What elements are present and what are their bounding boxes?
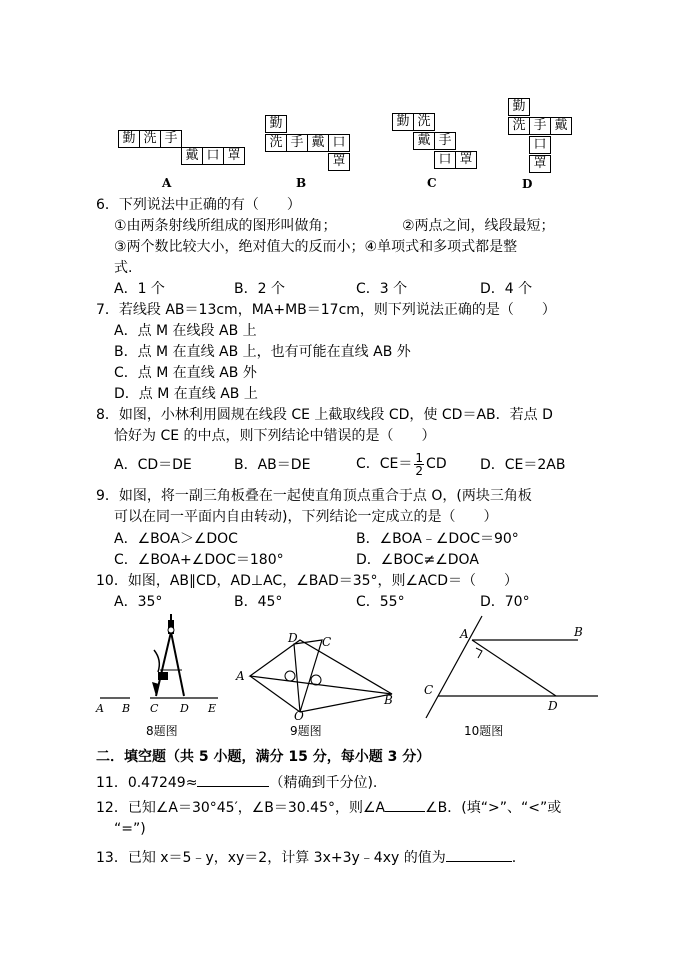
figure-10: [420, 612, 620, 722]
q7-option-a[interactable]: A．点 M 在线段 AB 上: [114, 323, 257, 339]
net-cell: 手: [286, 134, 308, 152]
fig9-point-a: A: [236, 669, 245, 683]
q6-statement-1: ①由两条射线所组成的图形叫做角；: [114, 218, 337, 234]
net-cell: 戴: [550, 117, 572, 135]
net-cell: 勤: [265, 115, 287, 133]
net-label-a: A: [162, 176, 172, 190]
net-cell: 勤: [392, 113, 414, 131]
q8-option-d[interactable]: D．CE＝2AB: [480, 457, 566, 473]
net-cell: 勤: [508, 98, 530, 116]
q6-option-a[interactable]: A．1 个: [114, 281, 165, 297]
net-cell: 口: [529, 136, 551, 154]
q9-option-d[interactable]: D．∠BOC≠∠DOA: [356, 552, 479, 568]
figure-8: [92, 610, 232, 720]
q10-option-a[interactable]: A．35°: [114, 594, 163, 610]
fig10-caption: 10题图: [464, 724, 504, 738]
fraction-numerator: 1: [415, 450, 424, 465]
net-cell: 洗: [265, 134, 287, 152]
net-b: [265, 115, 365, 175]
q13: [96, 847, 516, 867]
net-cell: 洗: [413, 113, 435, 131]
net-cell: 洗: [508, 117, 530, 135]
net-d: [508, 98, 578, 178]
net-cell: 戴: [307, 134, 329, 152]
net-cell: 洗: [139, 130, 161, 148]
fig10-point-b: B: [574, 625, 583, 639]
q9-stem-line2: 可以在同一平面内自由转动)，下列结论一定成立的是（ ）: [114, 509, 498, 525]
q8-option-a[interactable]: A．CD＝DE: [114, 457, 192, 473]
fig9-point-d: D: [288, 631, 298, 645]
net-cell: 口: [328, 134, 350, 152]
net-cell: 口: [202, 147, 224, 165]
section-2-title: 二．填空题（共 5 小题，满分 15 分，每小题 3 分）: [96, 749, 431, 765]
q10-option-b[interactable]: B．45°: [234, 594, 283, 610]
net-cell: 手: [529, 117, 551, 135]
q6-statement-cont: 式.: [114, 260, 133, 276]
q10-stem: 10．如图，AB∥CD，AD⊥AC，∠BAD＝35°，则∠ACD＝（ ）: [96, 573, 518, 589]
net-cell: 罩: [328, 153, 350, 171]
q12-answer-blank[interactable]: [385, 797, 425, 812]
q6-statement-3-4: ③两个数比较大小，绝对值大的反而小；④单项式和多项式都是整: [114, 239, 518, 255]
q7-stem: 7．若线段 AB＝13cm，MA+MB＝17cm，则下列说法正确的是（ ）: [96, 302, 556, 318]
net-cell: 口: [434, 151, 456, 169]
fig9-point-c: C: [322, 635, 332, 649]
q11: [96, 772, 377, 792]
q6-statement-2: ②两点之间，线段最短；: [402, 218, 555, 234]
net-cell: 手: [434, 132, 456, 150]
q11-pre: 11．0.47249≈: [96, 775, 198, 791]
q6-option-d[interactable]: D．4 个: [480, 281, 533, 297]
fig8-point-c: C: [150, 702, 159, 715]
figure-9: [232, 630, 402, 720]
fig8-caption: 8题图: [146, 724, 178, 738]
q12-line2: “=”): [114, 821, 146, 837]
q13-post: .: [511, 850, 517, 866]
q13-pre: 13．已知 x＝5﹣y，xy＝2，计算 3x+3y﹣4xy 的值为: [96, 850, 446, 866]
q8-option-b[interactable]: B．AB＝DE: [234, 457, 311, 473]
net-cell: 罩: [455, 151, 477, 169]
fraction-denominator: 2: [415, 463, 424, 478]
q9-option-b[interactable]: B．∠BOA﹣∠DOC＝90°: [356, 531, 519, 547]
net-label-d: D: [522, 177, 533, 191]
q9-option-c[interactable]: C．∠BOA+∠DOC＝180°: [114, 552, 284, 568]
fig8-point-b: B: [122, 702, 131, 715]
q8-option-c-pre: C．CE＝: [356, 456, 413, 472]
net-cell: 罩: [223, 147, 245, 165]
q7-option-d[interactable]: D．点 M 在直线 AB 上: [114, 386, 258, 402]
net-label-c: C: [427, 176, 437, 190]
fig8-point-d: D: [180, 702, 189, 715]
q6-option-c[interactable]: C．3 个: [356, 281, 408, 297]
q9-stem-line1: 9．如图，将一副三角板叠在一起使直角顶点重合于点 O，(两块三角板: [96, 488, 532, 504]
fig10-point-d: D: [548, 699, 558, 713]
net-a: [118, 130, 241, 180]
net-cell: 戴: [413, 132, 435, 150]
q11-answer-blank[interactable]: [197, 772, 269, 787]
fig9-point-o: O: [294, 709, 304, 720]
q6-stem: 6．下列说法中正确的有（ ）: [96, 197, 301, 213]
fig9-point-b: B: [384, 693, 393, 707]
q12-pre: 12．已知∠A＝30°45′，∠B＝30.45°，则∠A: [96, 800, 386, 816]
q6-option-b[interactable]: B．2 个: [234, 281, 285, 297]
q7-option-c[interactable]: C．点 M 在直线 AB 外: [114, 365, 257, 381]
q12-post: ∠B．(填“>”、“<”或: [425, 800, 562, 816]
fig10-point-a: A: [460, 627, 469, 641]
fraction: [414, 452, 424, 477]
net-cell: 罩: [529, 155, 551, 173]
q12: [96, 797, 561, 817]
q8-option-c[interactable]: [356, 449, 447, 479]
q7-option-b[interactable]: B．点 M 在直线 AB 上，也有可能在直线 AB 外: [114, 344, 411, 360]
fig8-point-a: A: [96, 702, 104, 715]
q11-post: （精确到千分位).: [269, 775, 378, 791]
fig8-point-e: E: [208, 702, 217, 715]
q8-option-c-post: CD: [426, 456, 447, 472]
net-label-b: B: [296, 176, 307, 190]
q13-answer-blank[interactable]: [446, 847, 512, 862]
net-cell: 手: [160, 130, 182, 148]
q8-stem-line2: 恰好为 CE 的中点，则下列结论中错误的是（ ）: [114, 428, 436, 444]
net-cell: 戴: [181, 147, 203, 165]
q10-option-c[interactable]: C．55°: [356, 594, 405, 610]
q8-stem-line1: 8．如图，小林利用圆规在线段 CE 上截取线段 CD，使 CD＝AB．若点 D: [96, 407, 553, 423]
net-cell: 勤: [118, 130, 140, 148]
fig10-point-c: C: [424, 683, 434, 697]
q9-option-a[interactable]: A．∠BOA＞∠DOC: [114, 531, 238, 547]
fig9-caption: 9题图: [290, 724, 322, 738]
net-c: [392, 113, 482, 175]
q10-option-d[interactable]: D．70°: [480, 594, 530, 610]
